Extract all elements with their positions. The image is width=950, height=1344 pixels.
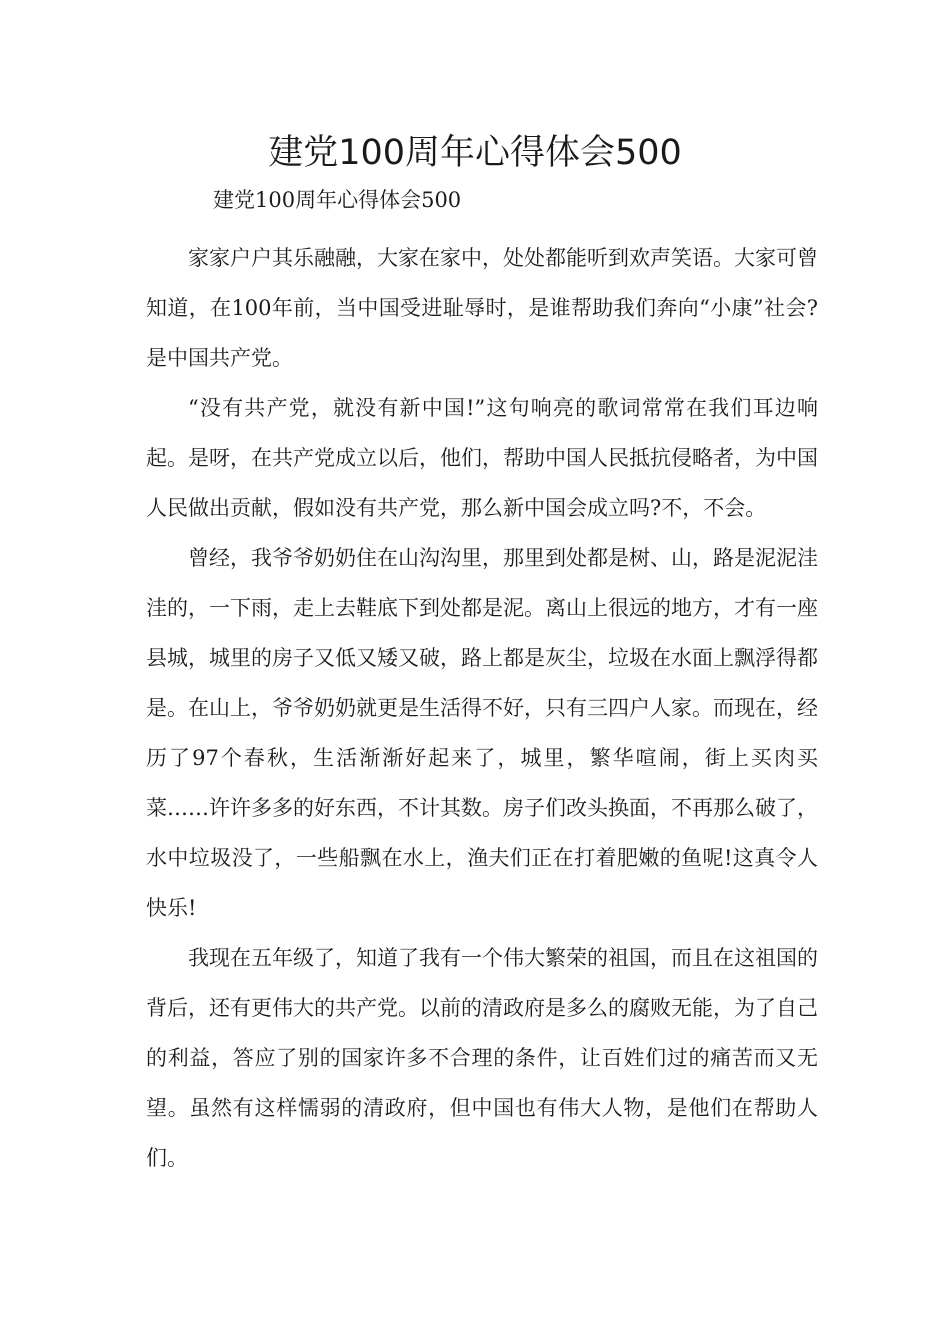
paragraph-4: 我现在五年级了，知道了我有一个伟大繁荣的祖国，而且在这祖国的背后，还有更伟大的共产党。以前的清政府是多么的腐败无能，为了自己的利益，答应了别的国家许多不合理的条件，让百姓们过的痛苦而又无望。虽然有这样懦弱的清政府，但中国也有伟大人物，是他们在帮助人们。 [146, 946, 818, 1170]
document-body [146, 233, 818, 1183]
document-subtitle: 建党100周年心得体会500 [213, 188, 462, 212]
document-title: 建党100周年心得体会500 [268, 133, 682, 173]
paragraph-3: 曾经，我爷爷奶奶住在山沟沟里，那里到处都是树、山，路是泥泥洼洼的，一下雨，走上去鞋底下到处都是泥。离山上很远的地方，才有一座县城，城里的房子又低又矮又破，路上都是灰尘，垃圾在水面上飘浮得都是。在山上，爷爷奶奶就更是生活得不好，只有三四户人家。而现在，经历了97个春秋，生活渐渐好起来了，城里，繁华喧闹，街上买肉买菜……许许多多的好东西，不计其数。房子们改头换面，不再那么破了，水中垃圾没了，一些船飘在水上，渔夫们正在打着肥嫩的鱼呢!这真令人快乐! [146, 546, 818, 920]
paragraph-2: “没有共产党，就没有新中国!”这句响亮的歌词常常在我们耳边响起。是呀，在共产党成立以后，他们，帮助中国人民抵抗侵略者，为中国人民做出贡献，假如没有共产党，那么新中国会成立吗?不，不会。 [146, 396, 818, 520]
paragraph-1: 家家户户其乐融融，大家在家中，处处都能听到欢声笑语。大家可曾知道，在100年前，当中国受进耻辱时，是谁帮助我们奔向“小康”社会?是中国共产党。 [146, 246, 818, 370]
